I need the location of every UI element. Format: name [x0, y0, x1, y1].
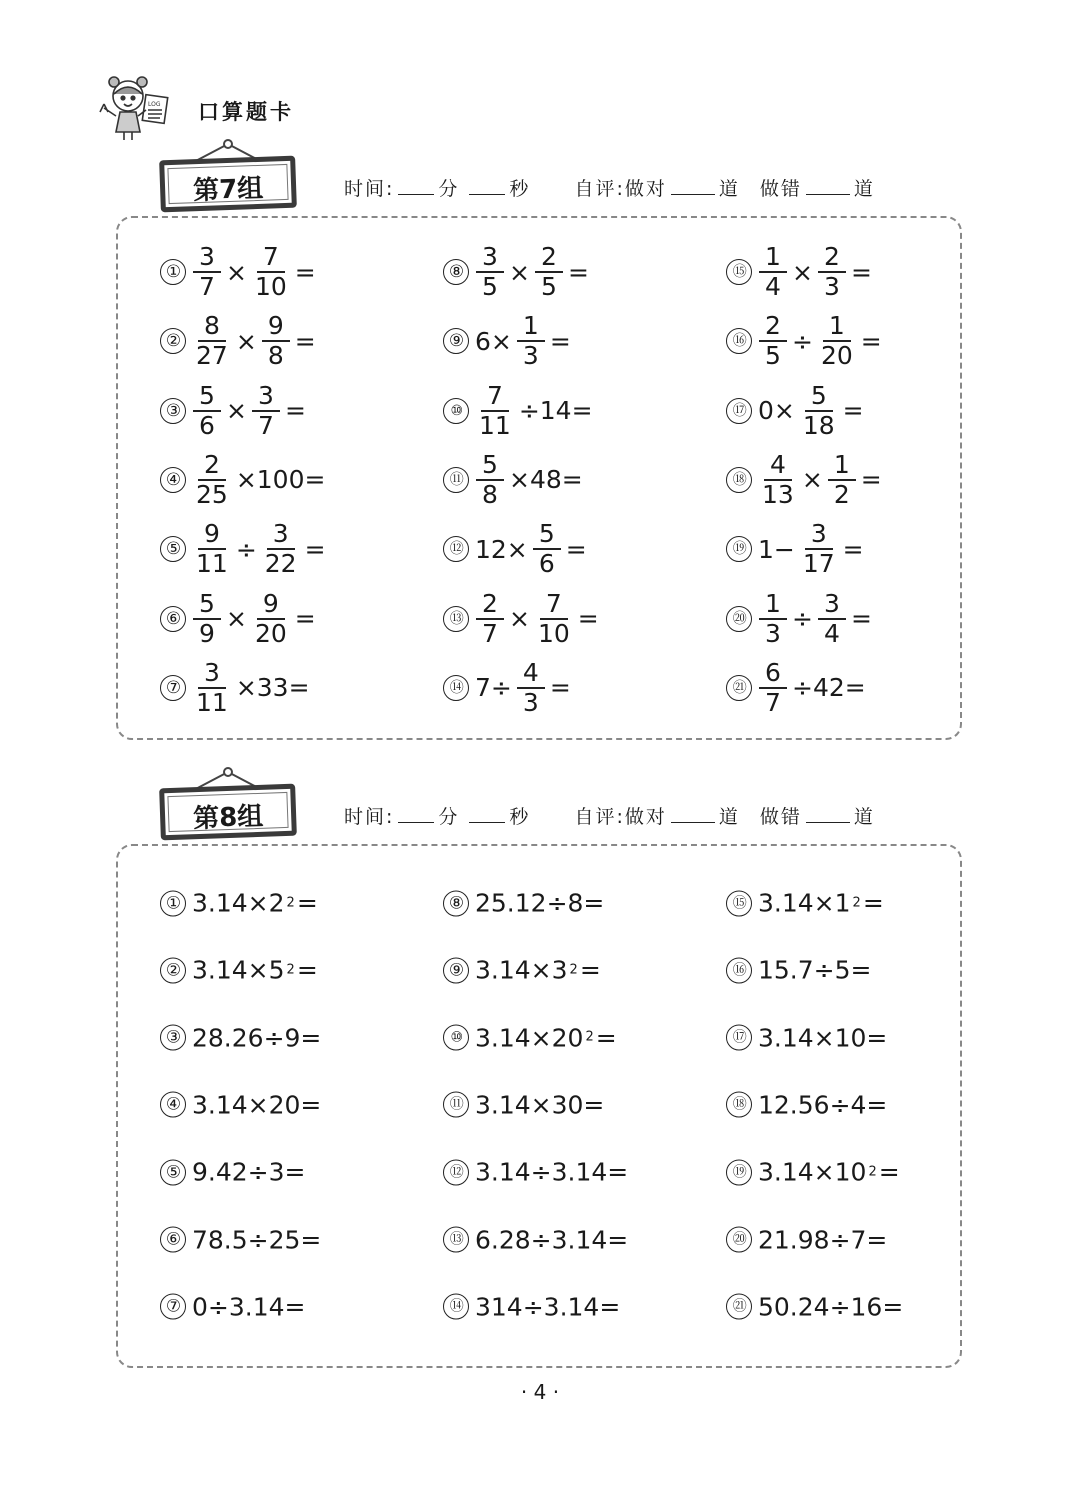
- problem-item: [160, 243, 318, 301]
- problem-item: [160, 451, 327, 509]
- problem-number: ③: [160, 398, 186, 424]
- correct-unit: 道: [718, 806, 740, 828]
- fraction: [193, 243, 221, 301]
- expression-text: 3.14÷3.14=: [475, 1157, 629, 1187]
- fraction: [476, 590, 504, 648]
- denominator: 11: [196, 687, 228, 717]
- expression-text: 6×: [475, 326, 512, 356]
- numerator: 9: [198, 520, 226, 550]
- problem-number: ⑲: [726, 536, 752, 562]
- numerator: 5: [476, 451, 504, 481]
- expression-text: ×: [226, 257, 247, 287]
- group-sign: [160, 138, 296, 210]
- problem-number: ⑭: [443, 675, 469, 701]
- expression-text: 12×: [475, 534, 528, 564]
- problem-number: ⑬: [443, 606, 469, 632]
- problem-item: [443, 451, 585, 509]
- fraction: [828, 451, 856, 509]
- denominator: 20: [254, 618, 287, 648]
- expression-text: 6.28÷3.14=: [475, 1225, 629, 1254]
- denominator: 10: [537, 618, 570, 648]
- fraction: [818, 312, 856, 370]
- expression-text: 7÷: [475, 673, 512, 703]
- denominator: 3: [824, 272, 840, 301]
- numerator: 2: [535, 243, 563, 273]
- problem-number: ⑰: [726, 1025, 752, 1051]
- problem-item: [160, 590, 318, 648]
- fraction: [759, 590, 787, 648]
- expression-text: ×: [509, 257, 530, 287]
- problem-number: ⑧: [443, 259, 469, 285]
- denominator: 8: [267, 341, 284, 371]
- sign-frame: [159, 156, 297, 213]
- numerator: 1: [759, 243, 787, 273]
- wrong-blank[interactable]: [806, 804, 850, 823]
- page-header: [98, 72, 498, 142]
- problem-item: [443, 312, 573, 370]
- numerator: 7: [257, 243, 285, 273]
- problem-item: ⑲ 3.14×10 2 =: [726, 1158, 902, 1187]
- problem-number: ㉑: [726, 1294, 752, 1320]
- expression-text: ×: [509, 604, 530, 633]
- time-eval-line: [344, 802, 875, 829]
- denominator: 6: [538, 549, 555, 579]
- page-title: 口算题卡: [198, 100, 294, 124]
- fraction: [252, 590, 290, 648]
- problem-number: ⑩: [443, 398, 469, 424]
- fraction: [533, 520, 561, 578]
- expression-text: =: [565, 534, 587, 564]
- expression-text: =: [294, 604, 316, 633]
- denominator: 3: [522, 341, 539, 371]
- expression-text: =: [878, 1157, 900, 1187]
- numerator: 5: [533, 520, 561, 550]
- denominator: 5: [482, 272, 498, 301]
- problem-item: [160, 520, 328, 578]
- expression-text: ×48=: [509, 465, 583, 495]
- expression-text: 25.12÷8=: [475, 888, 605, 918]
- problem-number: ⑪: [443, 1092, 469, 1118]
- group-sign: [160, 766, 296, 838]
- problem-number: ②: [160, 328, 186, 354]
- minute-label: 分: [438, 806, 460, 828]
- sign-frame: [159, 784, 297, 841]
- problem-item: [160, 312, 318, 370]
- numerator: 5: [805, 382, 833, 412]
- expression-text: ×: [235, 326, 257, 356]
- time-label: 时间:: [344, 178, 395, 200]
- problem-item: [443, 659, 573, 717]
- problem-number: ④: [160, 467, 186, 493]
- problem-item: [443, 382, 595, 440]
- wrong-unit: 道: [853, 806, 875, 828]
- problem-item: [160, 659, 312, 717]
- expression-text: =: [567, 257, 589, 287]
- expression-text: =: [595, 1023, 617, 1053]
- denominator: 2: [833, 479, 850, 509]
- problem-number: ⑮: [726, 890, 752, 916]
- fraction: [193, 312, 231, 370]
- problem-number: ⑭: [443, 1294, 469, 1320]
- fraction: [517, 659, 545, 717]
- sign-text: LOG: [148, 101, 161, 108]
- expression-text: ÷: [792, 326, 813, 356]
- denominator: 11: [479, 410, 511, 440]
- expression-text: =: [294, 257, 316, 287]
- problem-number: ⑥: [160, 606, 186, 632]
- problem-item: ⑮ 3.14×1 2 =: [726, 889, 886, 918]
- numerator: 5: [193, 590, 221, 620]
- numerator: 4: [764, 451, 792, 481]
- problem-item: [726, 590, 874, 648]
- problem-item: [160, 382, 308, 440]
- denominator: 3: [765, 618, 781, 648]
- denominator: 4: [765, 272, 781, 301]
- problem-number: ⑨: [443, 957, 469, 983]
- expression-text: 3.14×5: [192, 955, 285, 985]
- fraction: [193, 659, 231, 717]
- problem-number: ⑤: [160, 1159, 186, 1185]
- correct-blank[interactable]: [671, 804, 715, 823]
- problem-item: [443, 520, 589, 578]
- problem-item: [726, 1225, 889, 1254]
- problem-number: ⑦: [160, 675, 186, 701]
- numerator: 2: [198, 451, 226, 481]
- problem-number: ⑯: [726, 957, 752, 983]
- numerator: 9: [257, 590, 285, 620]
- expression-text: 3.14×20=: [192, 1090, 322, 1120]
- expression-text: 15.7÷5=: [758, 955, 872, 985]
- expression-text: =: [579, 955, 601, 985]
- expression-text: 3.14×3: [475, 955, 568, 985]
- problem-number: ⑳: [726, 1227, 752, 1253]
- denominator: 9: [199, 618, 215, 648]
- numerator: 2: [818, 243, 846, 273]
- problem-item: [726, 1292, 905, 1321]
- problem-item: ⑩ 3.14×20 2 =: [443, 1023, 619, 1052]
- problem-item: [443, 889, 606, 918]
- page-number: · 4 ·: [520, 1380, 560, 1404]
- denominator: 10: [254, 272, 287, 301]
- numerator: 2: [476, 590, 504, 620]
- expression-text: ×: [801, 465, 823, 495]
- numerator: 7: [540, 590, 568, 620]
- problem-item: [443, 1292, 622, 1321]
- group-label: 第7组: [192, 173, 264, 207]
- numerator: 1: [828, 451, 856, 481]
- expression-text: ×100=: [235, 465, 326, 495]
- expression-text: 3.14×20: [475, 1023, 584, 1053]
- problem-item: [726, 1090, 889, 1119]
- problem-number: ⑬: [443, 1227, 469, 1253]
- numerator: 3: [193, 243, 221, 273]
- numerator: 3: [818, 590, 846, 620]
- expression-text: 28.26÷9=: [192, 1023, 322, 1053]
- problem-number: ③: [160, 1025, 186, 1051]
- expression-text: ×: [792, 257, 813, 287]
- expression-text: 3.14×2: [192, 888, 285, 918]
- fraction: [759, 659, 787, 717]
- fraction: [262, 312, 290, 370]
- fraction: [535, 243, 563, 301]
- fraction: [476, 243, 504, 301]
- numerator: 1: [517, 312, 545, 342]
- numerator: 3: [198, 659, 226, 689]
- expression-text: =: [549, 326, 571, 356]
- numerator: 8: [198, 312, 226, 342]
- problem-number: ①: [160, 259, 186, 285]
- numerator: 9: [262, 312, 290, 342]
- fraction: [818, 243, 846, 301]
- denominator: 5: [541, 272, 557, 301]
- problem-number: ⑲: [726, 1159, 752, 1185]
- expression-text: ×: [226, 604, 247, 633]
- fraction: [476, 382, 514, 440]
- denominator: 6: [199, 410, 215, 440]
- denominator: 3: [522, 687, 539, 717]
- expression-text: 3.14×10: [758, 1157, 867, 1187]
- numerator: 7: [481, 382, 509, 412]
- problem-item: [443, 1158, 630, 1187]
- expression-text: =: [842, 534, 864, 564]
- expression-text: =: [850, 257, 872, 287]
- fraction: [759, 243, 787, 301]
- expression-text: 3.14×10=: [758, 1023, 888, 1053]
- expression-text: =: [850, 604, 872, 633]
- expression-text: =: [860, 465, 882, 495]
- numerator: 2: [759, 312, 787, 342]
- problem-item: [160, 1090, 323, 1119]
- problem-number: ⑩: [443, 1025, 469, 1051]
- expression-text: 3.14×30=: [475, 1090, 605, 1120]
- problem-item: [443, 590, 601, 648]
- group-label: 第8组: [192, 801, 264, 835]
- expression-text: ÷42=: [792, 673, 866, 703]
- problem-item: [726, 382, 866, 440]
- expression-text: 314÷3.14=: [475, 1292, 621, 1322]
- numerator: 1: [759, 590, 787, 620]
- expression-text: 0×: [758, 396, 795, 426]
- numerator: 1: [823, 312, 851, 342]
- problem-item: ⑨ 3.14×3 2 =: [443, 956, 603, 985]
- problem-number: ㉑: [726, 675, 752, 701]
- problem-number: ⑱: [726, 467, 752, 493]
- denominator: 11: [196, 549, 228, 579]
- denominator: 8: [482, 479, 498, 509]
- expression-text: =: [842, 396, 864, 426]
- expression-text: 12.56÷4=: [758, 1090, 888, 1120]
- problem-item: ① 3.14×2 2 =: [160, 889, 320, 918]
- problem-number: ⑪: [443, 467, 469, 493]
- expression-text: =: [284, 396, 306, 426]
- numerator: 5: [193, 382, 221, 412]
- denominator: 20: [820, 341, 853, 371]
- problem-number: ⑫: [443, 536, 469, 562]
- second-blank[interactable]: [469, 176, 505, 195]
- problem-item: [443, 1225, 630, 1254]
- denominator: 18: [802, 410, 835, 440]
- problem-number: ②: [160, 957, 186, 983]
- minute-blank[interactable]: [398, 176, 434, 195]
- second-label: 秒: [509, 806, 531, 828]
- fraction: [800, 382, 838, 440]
- mascot-girl-icon: [98, 72, 178, 142]
- time-eval-line: [344, 174, 875, 201]
- problem-number: ⑫: [443, 1159, 469, 1185]
- problem-number: ⑥: [160, 1227, 186, 1253]
- wrong-blank[interactable]: [806, 176, 850, 195]
- problem-item: [726, 956, 873, 985]
- expression-text: ×33=: [235, 673, 310, 703]
- fraction: [193, 520, 231, 578]
- denominator: 7: [482, 618, 498, 648]
- fraction: [759, 451, 797, 509]
- time-label: 时间:: [344, 806, 395, 828]
- fraction: [535, 590, 573, 648]
- expression-text: ×: [226, 396, 247, 426]
- denominator: 17: [802, 549, 835, 579]
- wrong-unit: 道: [853, 178, 875, 200]
- problem-item: [443, 243, 591, 301]
- problem-item: [726, 659, 868, 717]
- expression-text: =: [294, 326, 316, 356]
- expression-text: 9.42÷3=: [192, 1157, 306, 1187]
- numerator: 3: [476, 243, 504, 273]
- denominator: 27: [196, 341, 228, 371]
- expression-text: =: [304, 534, 326, 564]
- second-label: 秒: [509, 178, 531, 200]
- numerator: 3: [267, 520, 295, 550]
- numerator: 4: [517, 659, 545, 689]
- problem-number: ①: [160, 890, 186, 916]
- expression-text: 78.5÷25=: [192, 1225, 322, 1254]
- problem-item: [726, 243, 874, 301]
- numerator: 3: [805, 520, 833, 550]
- problem-item: [726, 1023, 889, 1052]
- minute-label: 分: [438, 178, 460, 200]
- problem-number: ⑦: [160, 1294, 186, 1320]
- expression-text: ÷: [792, 604, 813, 633]
- expression-text: 21.98÷7=: [758, 1225, 888, 1254]
- fraction: [818, 590, 846, 648]
- problem-number: ⑯: [726, 328, 752, 354]
- wrong-label: 做错: [759, 178, 802, 200]
- problem-item: [160, 1158, 307, 1187]
- expression-text: =: [549, 673, 571, 703]
- denominator: 7: [258, 410, 274, 440]
- expression-text: =: [860, 326, 882, 356]
- denominator: 5: [765, 341, 781, 371]
- problem-item: [726, 451, 884, 509]
- correct-blank[interactable]: [671, 176, 715, 195]
- fraction: [517, 312, 545, 370]
- self-eval-label: 自评:做对: [574, 806, 667, 828]
- denominator: 4: [824, 618, 840, 648]
- problem-number: ④: [160, 1092, 186, 1118]
- expression-text: 3.14×1: [758, 888, 851, 918]
- expression-text: ÷: [235, 534, 257, 564]
- denominator: 13: [762, 479, 794, 509]
- problem-item: [726, 520, 866, 578]
- problem-number: ⑨: [443, 328, 469, 354]
- problem-item: [160, 1023, 323, 1052]
- problem-item: [726, 312, 884, 370]
- problem-item: [443, 1090, 606, 1119]
- fraction: [252, 243, 290, 301]
- expression-text: 50.24÷16=: [758, 1292, 904, 1322]
- problem-number: ⑤: [160, 536, 186, 562]
- expression-text: 1−: [758, 534, 795, 564]
- problem-item: [160, 1292, 307, 1321]
- fraction: [193, 382, 221, 440]
- denominator: 25: [196, 479, 228, 509]
- fraction: [476, 451, 504, 509]
- second-blank[interactable]: [469, 804, 505, 823]
- expression-text: =: [862, 888, 884, 918]
- numerator: 6: [759, 659, 787, 689]
- expression-text: =: [577, 604, 599, 633]
- fraction: [193, 451, 231, 509]
- problem-number: ⑧: [443, 890, 469, 916]
- minute-blank[interactable]: [398, 804, 434, 823]
- problem-number: ⑮: [726, 259, 752, 285]
- wrong-label: 做错: [759, 806, 802, 828]
- fraction: [252, 382, 280, 440]
- self-eval-label: 自评:做对: [574, 178, 667, 200]
- correct-unit: 道: [718, 178, 740, 200]
- numerator: 3: [252, 382, 280, 412]
- fraction: [193, 590, 221, 648]
- problem-number: ⑱: [726, 1092, 752, 1118]
- expression-text: =: [296, 955, 318, 985]
- denominator: 7: [765, 687, 781, 717]
- denominator: 7: [199, 272, 215, 301]
- expression-text: =: [296, 888, 318, 918]
- problem-number: ⑳: [726, 606, 752, 632]
- problem-item: [160, 1225, 323, 1254]
- fraction: [800, 520, 838, 578]
- denominator: 22: [264, 549, 297, 579]
- expression-text: 0÷3.14=: [192, 1292, 306, 1322]
- fraction: [262, 520, 300, 578]
- problem-number: ⑰: [726, 398, 752, 424]
- problem-item: ② 3.14×5 2 =: [160, 956, 320, 985]
- fraction: [759, 312, 787, 370]
- expression-text: ÷14=: [518, 396, 593, 426]
